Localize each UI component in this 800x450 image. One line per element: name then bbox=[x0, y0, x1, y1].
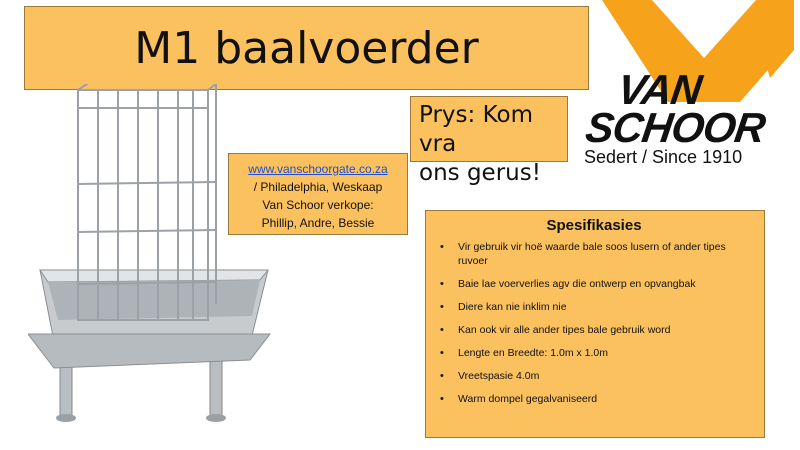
logo-text-van: VAN bbox=[614, 66, 704, 113]
spec-item: • Kan ook vir alle ander tipes bale gebruik word bbox=[434, 323, 754, 337]
specifications-heading: Spesifikasies bbox=[546, 217, 642, 234]
sellers-heading: Van Schoor verkope: bbox=[262, 198, 374, 212]
logo-tagline: Sedert / Since 1910 bbox=[584, 147, 743, 167]
logo-text-schoor: SCHOOR bbox=[582, 104, 768, 151]
spec-item: • Baie lae voerverlies agv die ontwerp en opvangbak bbox=[434, 277, 754, 291]
website-link[interactable]: www.vanschoorgate.co.za bbox=[248, 162, 388, 176]
location-text: / Philadelphia, Weskaap bbox=[253, 180, 383, 194]
spec-item: • Vreetspasie 4.0m bbox=[434, 369, 754, 383]
price-line-2: ons gerus! bbox=[419, 160, 541, 186]
specifications-list bbox=[434, 240, 754, 406]
contact-info-box bbox=[228, 153, 408, 235]
bale-feeder-image bbox=[28, 84, 278, 434]
specifications-box bbox=[425, 210, 765, 438]
spec-item: • Warm dompel gegalvaniseerd bbox=[434, 392, 754, 406]
price-line-1: Prys: Kom vra bbox=[419, 102, 533, 157]
title-banner bbox=[24, 6, 589, 90]
spec-item: • Lengte en Breedte: 1.0m x 1.0m bbox=[434, 346, 754, 360]
spec-item: • Vir gebruik vir hoë waarde bale soos lusern of ander tipes ruvoer bbox=[434, 240, 754, 268]
page-title: M1 baalvoerder bbox=[134, 22, 479, 74]
price-box bbox=[410, 96, 568, 186]
spec-item: • Diere kan nie inklim nie bbox=[434, 300, 754, 314]
sellers-names: Phillip, Andre, Bessie bbox=[261, 216, 375, 230]
